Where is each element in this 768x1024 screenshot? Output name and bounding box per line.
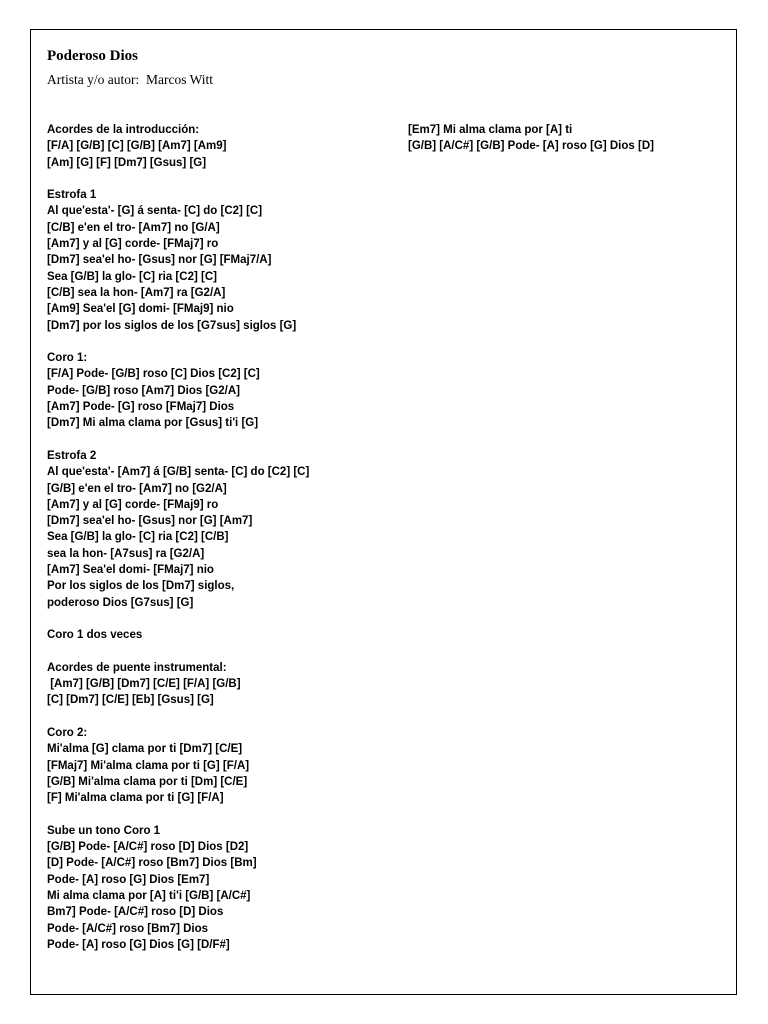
section-intro	[47, 122, 387, 171]
lyric-line: Al que'esta'- [Am7] á [G/B] senta- [C] do [C2] [C]	[47, 466, 310, 479]
section-key-change-chorus	[47, 823, 387, 953]
section-heading: Coro 1:	[47, 352, 88, 365]
section-heading: Estrofa 2	[47, 449, 97, 462]
lyric-line: [FMaj7] Mi'alma clama por ti [G] [F/A]	[47, 759, 250, 772]
section-heading: Estrofa 1	[47, 189, 97, 202]
lyric-line: [F/A] Pode- [G/B] roso [C] Dios [C2] [C]	[47, 368, 260, 381]
lyric-line: Mi'alma [G] clama por ti [Dm7] [C/E]	[47, 743, 243, 756]
lyric-line: Al que'esta'- [G] á senta- [C] do [C2] [C]	[47, 205, 263, 218]
lyric-line: Coro 1 dos veces	[47, 629, 143, 642]
lyric-line: [Dm7] Mi alma clama por [Gsus] ti'i [G]	[47, 417, 259, 430]
section-chorus-1-twice	[47, 627, 387, 643]
section-heading: Sube un tono Coro 1	[47, 824, 161, 837]
section-heading: Acordes de puente instrumental:	[47, 661, 227, 674]
lyric-line: [F] Mi'alma clama por ti [G] [F/A]	[47, 792, 224, 805]
lyric-line: [G/B] Mi'alma clama por ti [Dm] [C/E]	[47, 775, 248, 788]
lyric-line: Pode- [G/B] roso [Am7] Dios [G2/A]	[47, 384, 240, 397]
lyric-line: [C] [Dm7] [C/E] [Eb] [Gsus] [G]	[47, 694, 214, 707]
lyric-line: [Dm7] sea'el ho- [Gsus] nor [G] [FMaj7/A]	[47, 254, 272, 267]
section-bridge	[47, 660, 387, 709]
document-page	[30, 29, 737, 995]
lyric-line: [Am7] y al [G] corde- [FMaj7] ro	[47, 238, 219, 251]
lyric-line: poderoso Dios [G7sus] [G]	[47, 596, 194, 609]
lyric-line: [G/B] Pode- [A/C#] roso [D] Dios [D2]	[47, 841, 249, 854]
lyric-line: [G/B] [A/C#] [G/B] Pode- [A] roso [G] Dios [D]	[408, 140, 654, 153]
lyric-line: [Am7] [G/B] [Dm7] [C/E] [F/A] [G/B]	[47, 678, 241, 691]
right-column	[408, 122, 708, 171]
lyric-line: sea la hon- [A7sus] ra [G2/A]	[47, 547, 205, 560]
lyric-line: [Em7] Mi alma clama por [A] ti	[408, 124, 573, 136]
section-chorus-2	[47, 725, 387, 806]
section-chorus-1	[47, 350, 387, 431]
left-column	[47, 122, 387, 969]
lyric-line: [C/B] sea la hon- [Am7] ra [G2/A]	[47, 286, 226, 299]
lyric-line: Pode- [A/C#] roso [Bm7] Dios	[47, 922, 209, 935]
lyric-line: [C/B] e'en el tro- [Am7] no [G/A]	[47, 221, 220, 234]
lyric-line: [Dm7] por los siglos de los [G7sus] siglos [G]	[47, 319, 297, 332]
section-heading: Acordes de la introducción:	[47, 124, 200, 136]
lyric-line: Sea [G/B] la glo- [C] ria [C2] [C]	[47, 270, 217, 283]
lyric-line: Mi alma clama por [A] ti'i [G/B] [A/C#]	[47, 889, 251, 902]
lyric-line: [Dm7] sea'el ho- [Gsus] nor [G] [Am7]	[47, 515, 253, 528]
lyric-line: [D] Pode- [A/C#] roso [Bm7] Dios [Bm]	[47, 857, 257, 870]
lyric-line: [Am9] Sea'el [G] domi- [FMaj9] nio	[47, 303, 234, 316]
lyric-line: Pode- [A] roso [G] Dios [Em7]	[47, 873, 210, 886]
lyric-line: [Am] [G] [F] [Dm7] [Gsus] [G]	[47, 156, 207, 169]
lyric-line: Por los siglos de los [Dm7] siglos,	[47, 580, 235, 593]
lyric-line: Pode- [A] roso [G] Dios [G] [D/F#]	[47, 938, 230, 951]
lyric-line: Sea [G/B] la glo- [C] ria [C2] [C/B]	[47, 531, 229, 544]
lyric-line: [Am7] Pode- [G] roso [FMaj7] Dios	[47, 401, 235, 414]
lyric-line: [G/B] e'en el tro- [Am7] no [G2/A]	[47, 482, 227, 495]
lyric-line: [Am7] Sea'el domi- [FMaj7] nio	[47, 564, 214, 577]
section-heading: Coro 2:	[47, 726, 88, 739]
section-ending	[408, 122, 708, 155]
lyric-line: [F/A] [G/B] [C] [G/B] [Am7] [Am9]	[47, 140, 227, 153]
section-verse-2	[47, 448, 387, 611]
song-title: Poderoso Dios	[47, 48, 138, 64]
author-line: Artista y/o autor: Marcos Witt	[47, 72, 214, 87]
lyric-line: [Am7] y al [G] corde- [FMaj9] ro	[47, 498, 219, 511]
lyric-line: Bm7] Pode- [A/C#] roso [D] Dios	[47, 906, 224, 919]
section-verse-1	[47, 187, 387, 334]
